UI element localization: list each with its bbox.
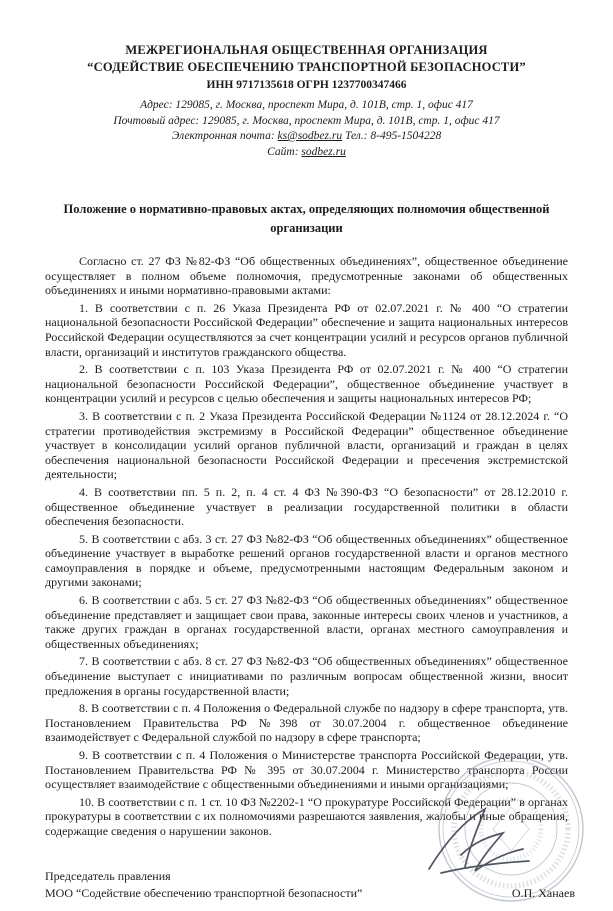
org-name-line2: “СОДЕЙСТВИЕ ОБЕСПЕЧЕНИЮ ТРАНСПОРТНОЙ БЕЗОПАСНОСТИ” bbox=[87, 60, 526, 74]
paragraph-item-9: 9. В соответствии с п. 4 Положения о Министерстве транспорта Российской Федерации, утв. Постановлением Правительства РФ № 395 от 30.07.2004 г. Министерство транспорта России осуществляет взаимодействие с общественными объединениями и иными организациями; bbox=[45, 748, 568, 792]
email-phone-line bbox=[0, 129, 613, 145]
paragraph-item-4: 4. В соответствии пп. 5 п. 2, п. 4 ст. 4 ФЗ №390-ФЗ “О безопасности” от 28.12.2010 г. общественное объединение участвует в реализации государственной политики в области обеспечения безопасности. bbox=[45, 484, 568, 529]
inn-ogrn-line: ИНН 9717135618 ОГРН 1237700347466 bbox=[206, 79, 407, 91]
signer-titles bbox=[45, 868, 362, 902]
signer-organization: МОО “Содействие обеспечению транспортной безопасности” bbox=[45, 886, 363, 900]
site-line bbox=[0, 145, 613, 161]
postal-address-line: Почтовый адрес: 129085, г. Москва, проспект Мира, д. 101В, стр. 1, офис 417 bbox=[113, 114, 500, 127]
paragraph-item-8: 8. В соответствии с п. 4 Положения о Федеральной службе по надзору в сфере транспорта, утв. Постановлением Правительства РФ №398 от 30.07.2004 г. общественное объединение взаимодействует с Федеральной службой по надзору в сфере транспорта; bbox=[45, 701, 568, 745]
site-link[interactable]: sodbez.ru bbox=[301, 145, 346, 158]
contact-block bbox=[0, 98, 613, 160]
paragraph-item-6: 6. В соответствии с абз. 5 ст. 27 ФЗ №82-ФЗ “Об общественных объединениях” общественное объединение представляет и защищает свои права, законные интересы своих членов и участников, а также других граждан в органах государственной власти, органах местного самоуправления и общественных объединениях; bbox=[45, 593, 568, 651]
document-body bbox=[45, 254, 568, 839]
site-label: Сайт: bbox=[267, 145, 299, 158]
phone-label: Тел.: 8-495-1504228 bbox=[345, 130, 442, 142]
paragraph-item-7: 7. В соответствии с абз. 8 ст. 27 ФЗ №82-ФЗ “Об общественных объединениях” общественное объединение выступает с инициативами по различным вопросам общественной жизни, вносит предложения в органы государственной власти; bbox=[45, 654, 568, 698]
paragraph-item-2: 2. В соответствии с п. 103 Указа Президента РФ от 02.07.2021 г. № 400 “О стратегии национальной безопасности Российской Федерации”, общественное объединение участвует в концентрации усилий и ресурсов с целью обеспечения и защиты национальных интересов РФ; bbox=[45, 362, 568, 406]
signature-block bbox=[45, 868, 575, 902]
paragraph-item-5: 5. В соответствии с абз. 3 ст. 27 ФЗ №82-ФЗ “Об общественных объединениях” общественное объединение участвует в выработке решений органов государственной власти и органов местного самоуправления в порядке и объеме, предусмотренными настоящим Федеральным законом и другими законами; bbox=[45, 531, 568, 590]
paragraph-item-10: 10. В соответствии с п. 1 ст. 10 ФЗ №2202-1 “О прокуратуре Российской Федерации” в органах прокуратуры в соответствии с их полномочиями разрешаются заявления, жалобы и иные обращения, содержащие сведения о нарушении законов. bbox=[45, 794, 568, 838]
paragraph-item-3: 3. В соответствии с п. 2 Указа Президента Российской Федерации №1124 от 28.12.2024 г. “О стратегии противодействия экстремизму в Российской Федерации” общественное объединение участвует в консолидации усилий органов публичной власти, организаций и граждан в целях обеспечения национальной безопасности Российской Федерации и пресечения экстремистской деятельности; bbox=[45, 408, 568, 482]
email-label: Электронная почта: bbox=[171, 130, 275, 142]
address-line: Адрес: 129085, г. Москва, проспект Мира, д. 101В, стр. 1, офис 417 bbox=[140, 99, 473, 111]
paragraph-intro: Согласно ст. 27 ФЗ №82-ФЗ “Об общественных объединениях”, общественное объединение осуществляет в полном объеме полномочия, предусмотренные законами об общественных объединениях и иными нормативно-правовыми актами: bbox=[45, 254, 568, 298]
signer-name: О.П. Ханаев bbox=[511, 886, 575, 900]
email-link[interactable]: ks@sodbez.ru bbox=[277, 130, 343, 142]
letterhead bbox=[0, 0, 613, 160]
signer-position: Председатель правления bbox=[45, 869, 171, 883]
org-name-line1: МЕЖРЕГИОНАЛЬНАЯ ОБЩЕСТВЕННАЯ ОРГАНИЗАЦИЯ bbox=[125, 43, 488, 57]
paragraph-item-1: 1. В соответствии с п. 26 Указа Президента РФ от 02.07.2021 г. № 400 “О стратегии национальной безопасности Российской Федерации” обеспечение и защита национальных интересов Российской Федерации осуществляются за счет концентрации усилий и ресурсов органов публичной власти, организаций и институтов гражданского общества. bbox=[45, 300, 568, 359]
document-title: Положение о нормативно-правовых актах, определяющих полномочия общественной организации bbox=[63, 202, 550, 235]
